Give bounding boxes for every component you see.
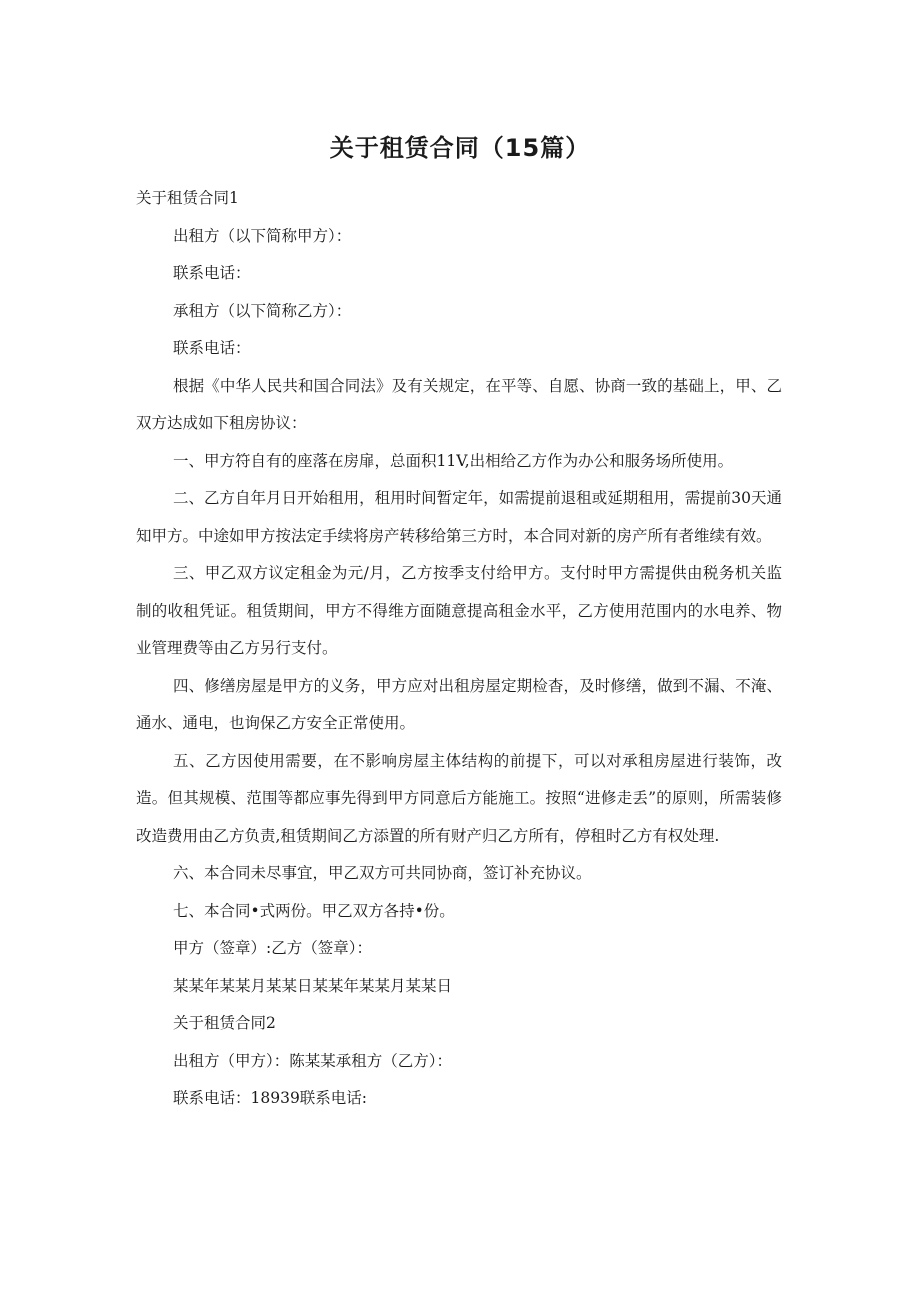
lessor-phone-line: 联系电话：	[173, 264, 251, 282]
clause-paragraph: 四、修缮房屋是甲方的义务，甲方应对出租房屋定期检杳，及时修缮，做到不漏、不淹、通水、通电，也询保乙方安全正常使用。	[136, 676, 782, 732]
parties-line: 出租方（甲方）：陈某某承租方（乙方）：	[173, 1051, 453, 1070]
section-heading: 关于租赁合同2	[173, 1014, 276, 1032]
phone-line: 联系电话：18939联系电话:	[173, 1089, 368, 1107]
lessor-line: 出租方（以下简称甲方）：	[173, 226, 352, 245]
document-body	[136, 180, 782, 1118]
clause-paragraph: 二、乙方自年月日开始租用，租用时间暂定年，如需提前退租或延期租用，需提前30天通知甲方。中途如甲方按法定手续将房产转移给第三方时，本合同对新的房产所有者维续有效。	[136, 489, 782, 545]
date-line: 某某年某某月某某日某某年某某月某某日	[173, 976, 453, 995]
clause-paragraph: 六、本合同未尽事宜，甲乙双方可共同协商，签订补充协议。	[173, 864, 592, 882]
preamble-paragraph: 根据《中华人民共和国合同法》及有关规定，在平等、自愿、协商一致的基础上，甲、乙双方达成如下租房协议：	[136, 376, 782, 432]
lessee-line: 承租方（以下简称乙方）：	[173, 301, 352, 320]
clause-paragraph: 五、乙方因使用需要，在不影响房屋主体结构的前提下，可以对承租房屋进行装饰，改造。但其规模、范围等都应事先得到甲方同意后方能施工。按照“进修走丢”的原则，所需装修改造费用由乙方负责,租赁期间乙方添置的所有财产归乙方所有，停租时乙方有权处理.	[136, 751, 782, 845]
document-title: 关于租赁合同（15篇）	[329, 134, 591, 162]
clause-paragraph: 七、本合同•式两份。甲乙双方各持•份。	[173, 901, 455, 920]
clause-paragraph: 三、甲乙双方议定租金为元/月，乙方按季支付给甲方。支付时甲方需提供由税务机关监制的收租凭证。租赁期间，甲方不得维方面随意提高租金水平，乙方使用范围内的水电养、物业管理费等由乙方另行支付。	[136, 564, 782, 657]
section-heading: 关于租赁合同1	[136, 189, 239, 207]
clause-paragraph: 一、甲方符自有的座落在房扉，总面积11V,出相给乙方作为办公和服务场所使用。	[173, 451, 734, 470]
lessee-phone-line: 联系电话：	[173, 339, 251, 357]
signature-line: 甲方（签章）:乙方（签章）：	[173, 939, 372, 957]
